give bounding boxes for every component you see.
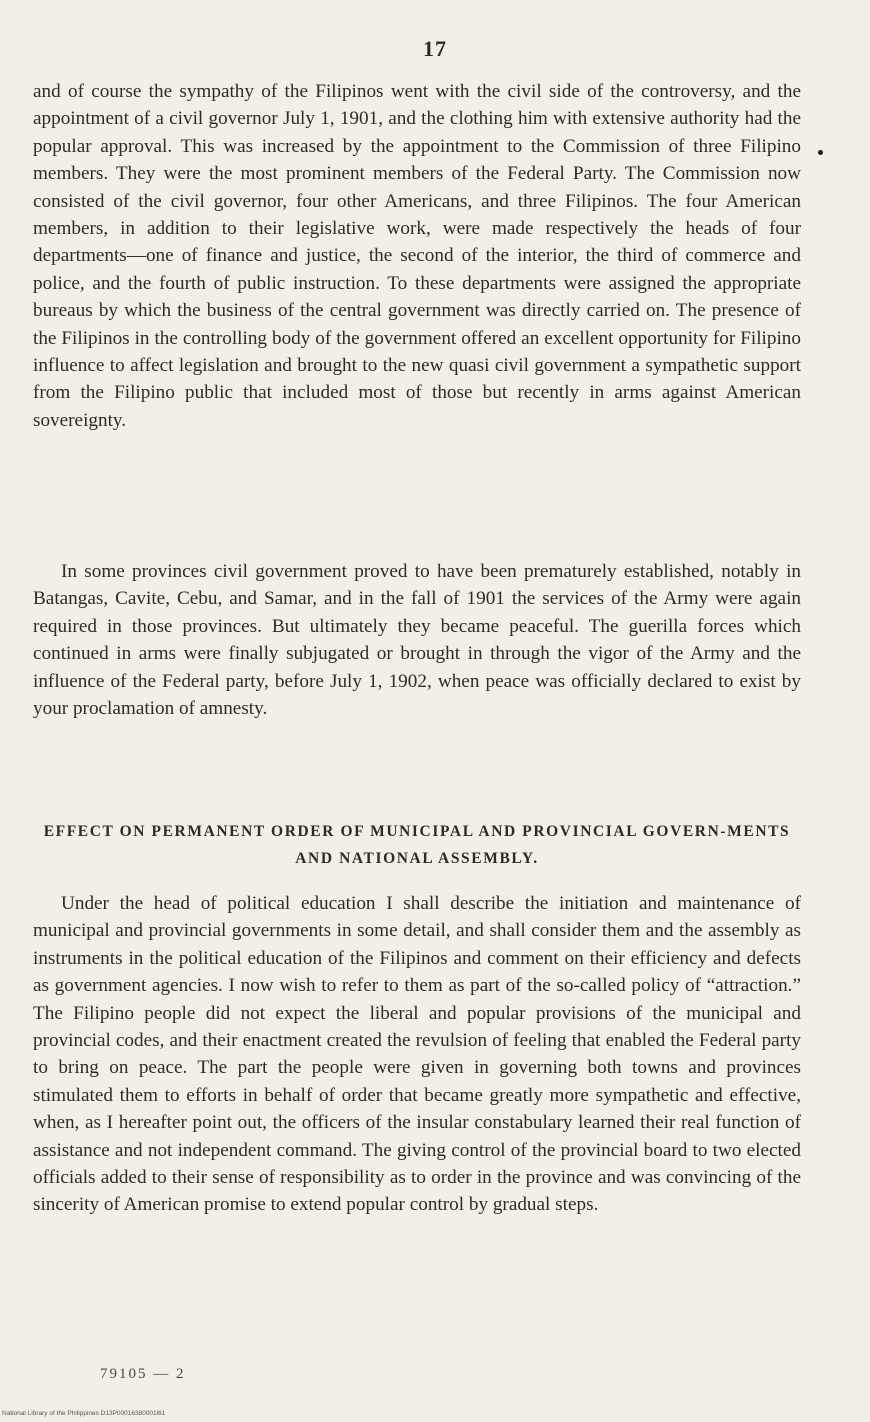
ink-dot-mark (818, 150, 823, 155)
paragraph-provinces: In some provinces civil government proved to have been prematurely established, notably in Batangas, Cavite, Cebu, and Samar, and in the fall of 1901 the services of the Army were again required in those provinces. But ultimately they became peaceful. The guerilla forces which continued in arms were finally subjugated or brought in through the vigor of the Army and the influence of the Federal party, before July 1, 1902, when peace was officially declared to exist by your proclamation of amnesty. (33, 561, 801, 720)
paragraph-civil-government: and of course the sympathy of the Filipinos went with the civil side of the controversy, and the appointment of a civil governor July 1, 1901, and the clothing him with extensive authority had the popular approval. This was increased by the appointment to the Commission of three Filipino members. They were the most prominent members of the Federal Party. The Commission now consisted of the civil governor, four other Americans, and three Filipinos. The four American members, in addition to their legislative work, were made respectively the heads of four departments—one of finance and justice, the second of the interior, the third of commerce and police, and the fourth of public instruction. To these departments were assigned the appropriate bureaus by which the business of the central government was directly carried on. The presence of the Filipinos in the controlling body of the government offered an excellent opportunity for Filipino influence to affect legislation and brought to the new quasi civil government a sympathetic support from the Filipino public that included most of those but recently in arms against American sovereignty. (33, 81, 801, 431)
printer-signature-mark: 79105 — 2 (100, 1366, 186, 1382)
section-heading: EFFECT ON PERMANENT ORDER OF MUNICIPAL AND PROVINCIAL GOVERN-MENTS AND NATIONAL ASSEMBLY. (43, 823, 791, 867)
paragraph-political-education: Under the head of political education I shall describe the initiation and maintenance of municipal and provincial governments in some detail, and shall consider them and the assembly as instruments in the political education of the Filipinos and comment on their efficiency and defects as government agencies. I now wish to refer to them as part of the so-called policy of “attraction.” The Filipino people did not expect the liberal and popular provisions of the municipal and provincial codes, and their enactment created the revulsion of feeling that enabled the Federal party to bring on peace. The part the people were given in governing both towns and provinces stimulated them to efforts in behalf of order that became greatly more sympathetic and effective, when, as I hereafter point out, the officers of the insular constabulary learned their real function of assistance and not independent command. The giving control of the provincial board to two elected officials added to their sense of responsibility as to order in the province and was convincing of the sincerity of American promise to extend popular control by gradual steps. (33, 893, 801, 1216)
scan-footer: National Library of the Philippines D13P00016380001l61 (2, 1410, 166, 1417)
page-number: 17 (423, 36, 447, 61)
